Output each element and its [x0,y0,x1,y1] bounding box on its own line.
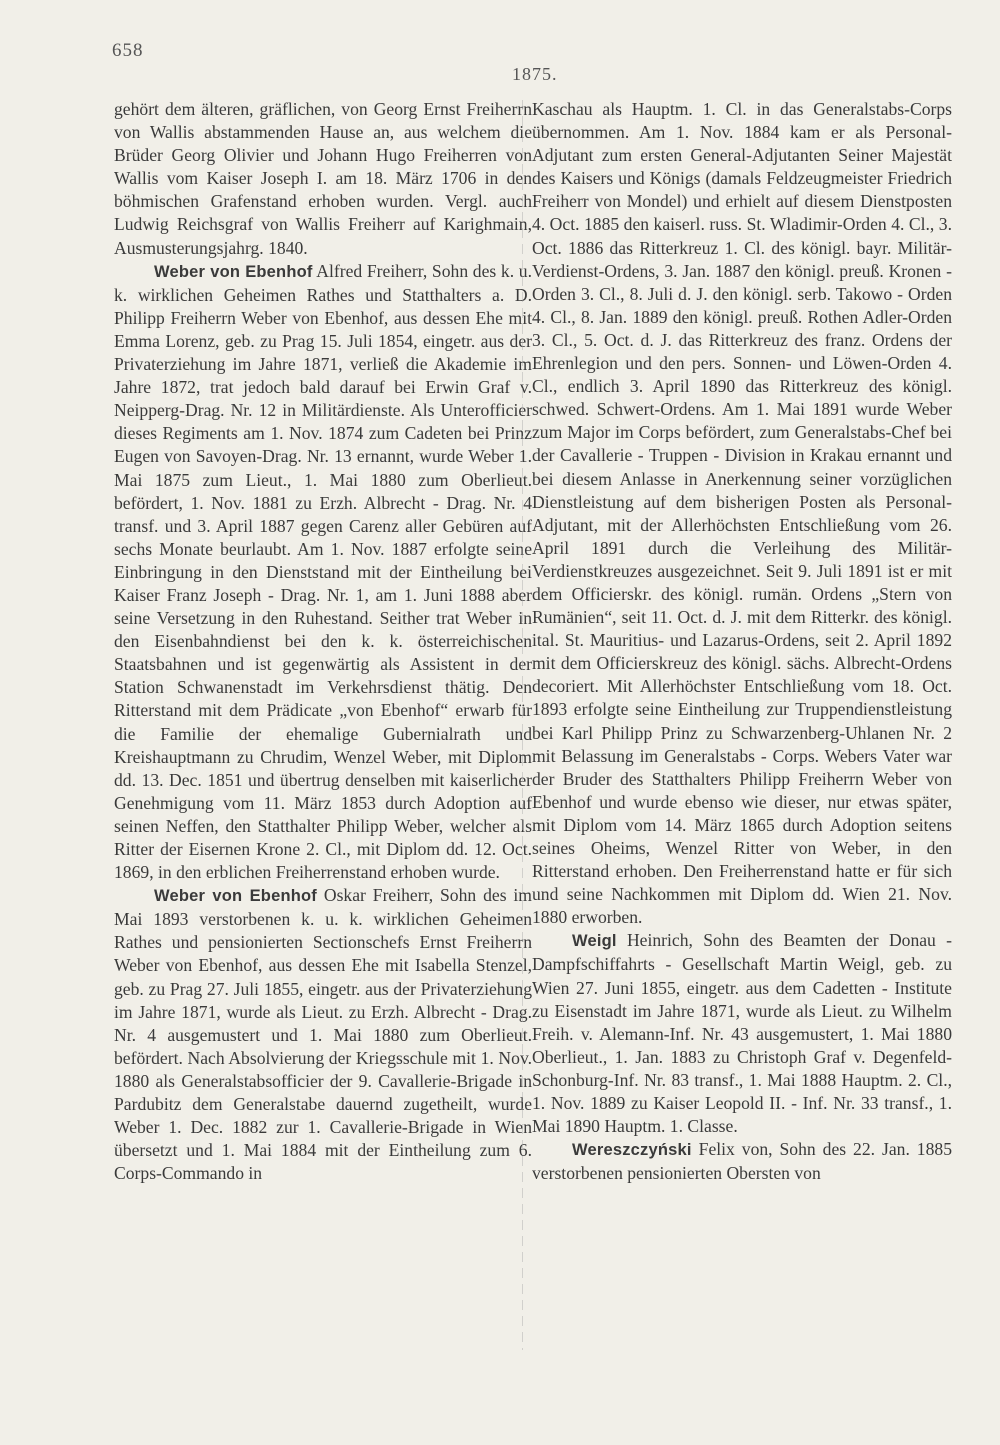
continued-paragraph: Kaschau als Hauptm. 1. Cl. in das Generalstabs-Corps übernommen. Am 1. Nov. 1884 kam er als Personal-Adjutant zum ersten General-Adjutanten Seiner Majestät des Kaisers und Königs (damals Feldzeugmeister Friedrich Freiherr von Mondel) und erhielt auf diesem Dienstposten 4. Oct. 1885 den kaiserl. russ. St. Wladimir-Orden 4. Cl., 3. Oct. 1886 das Ritterkreuz 1. Cl. des königl. bayr. Militär-Verdienst-Ordens, 3. Jan. 1887 den königl. preuß. Kronen - Orden 3. Cl., 8. Juli d. J. den königl. serb. Takowo - Orden 4. Cl., 8. Jan. 1889 den königl. preuß. Rothen Adler-Orden 3. Cl., 5. Oct. d. J. das Ritterkreuz des franz. Ordens der Ehrenlegion und den pers. Sonnen- und Löwen-Orden 4. Cl., endlich 3. April 1890 das Ritterkreuz des königl. schwed. Schwert-Ordens. Am 1. Mai 1891 wurde Weber zum Major im Corps befördert, zum Generalstabs-Chef bei der Cavallerie - Truppen - Division in Krakau ernannt und bei diesem Anlasse in Anerkennung seiner vorzüglichen Dienstleistung auf dem bisherigen Posten als Personal-Adjutant, mit der Allerhöchsten Entschließung vom 26. April 1891 durch die Verleihung des Militär-Verdienstkreuzes ausgezeichnet. Seit 9. Juli 1891 ist er mit dem Officierskr. des königl. rumän. Ordens „Stern von Rumänien“, seit 11. Oct. d. J. mit dem Ritterkr. des königl. ital. St. Mauritius- und Lazarus-Ordens, seit 2. April 1892 mit dem Officierskreuz des königl. sächs. Albrecht-Ordens decoriert. Mit Allerhöchster Entschließung vom 18. Oct. 1893 erfolgte seine Eintheilung zur Truppendienstleistung bei Karl Philipp Prinz zu Schwarzenberg-Uhlanen Nr. 2 mit Belassung im Generalstabs - Corps. Webers Vater war der Bruder des Statthalters Philipp Freiherrn Weber von Ebenhof und wurde ebenso wie dieser, nur etwas später, mit Diplom vom 14. März 1865 durch Adoption seitens seines Oheims, Wenzel Ritter von Weber, in den Ritterstand erhoben. Den Freiherrenstand hatte er für sich und seine Nachkommen mit Diplom dd. Wien 21. Nov. 1880 erworben. [532,99,952,928]
entry-headword: Weber von Ebenhof [154,887,317,906]
entry-weigl [532,929,952,1138]
left-column [114,98,532,1185]
entry-weber-alfred [114,260,532,885]
entry-headword: Weigl [572,932,617,951]
entry-wereszczynski [532,1138,952,1185]
entry-weber-oskar [114,884,532,1185]
entry-text: Felix von, Sohn des 22. Jan. 1885 verstorbenen pensionierten Obersten von [532,1139,952,1184]
running-head-year: 1875. [512,64,558,84]
page-number: 658 [112,40,144,61]
entry-headword: Weber von Ebenhof [154,262,313,281]
right-column [532,98,952,1185]
entry-headword: Wereszczyński [572,1141,692,1160]
entry-text: Alfred Freiherr, Sohn des k. u. k. wirklichen Geheimen Rathes und Statthalters a. D. Philipp Freiherrn Weber von Ebenhof, aus dessen Ehe mit Emma Lorenz, geb. zu Prag 15. Juli 1854, eingetr. aus der Privaterziehung im Jahre 1871, verließ die Akademie im Jahre 1872, trat jedoch bald darauf bei Erwin Graf v. Neipperg-Drag. Nr. 12 in Militärdienste. Als Unterofficier dieses Regiments am 1. Nov. 1874 zum Cadeten bei Prinz Eugen von Savoyen-Drag. Nr. 13 ernannt, wurde Weber 1. Mai 1875 zum Lieut., 1. Mai 1880 zum Oberlieut. befördert, 1. Nov. 1881 zu Erzh. Albrecht - Drag. Nr. 4 transf. und 3. April 1887 gegen Carenz aller Gebüren auf sechs Monate beurlaubt. Am 1. Nov. 1887 erfolgte seine Einbringung in den Dienststand mit der Eintheilung bei Kaiser Franz Joseph - Drag. Nr. 1, am 1. Juni 1888 aber seine Versetzung in den Ruhestand. Seither trat Weber in den Eisenbahndienst bei den k. k. österreichischen Staatsbahnen und ist gegenwärtig als Assistent in der Station Schwanenstadt im Verkehrsdienst thätig. Den Ritterstand mit dem Prädicate „von Ebenhof“ erwarb für die Familie der ehemalige Gubernialrath und Kreishauptmann zu Chrudim, Wenzel Weber, mit Diplom dd. 13. Dec. 1851 und übertrug denselben mit kaiserlicher Genehmigung vom 11. März 1853 durch Adoption auf seinen Neffen, den Statthalter Philipp Weber, welcher als Ritter der Eisernen Krone 2. Cl., mit Diplom dd. 12. Oct. 1869, in den erblichen Freiherrenstand erhoben wurde. [114,260,532,883]
entry-text: Heinrich, Sohn des Beamten der Donau - Dampfschiffahrts - Gesellschaft Martin Weigl, geb. zu Wien 27. Juni 1855, eingetr. aus dem Cadetten - Institute zu Eisenstadt im Jahre 1871, wurde als Lieut. zu Wilhelm Freih. v. Alemann-Inf. Nr. 43 ausgemustert, 1. Mai 1880 Oberlieut., 1. Jan. 1883 zu Christoph Graf v. Degenfeld-Schonburg-Inf. Nr. 83 transf., 1. Mai 1888 Hauptm. 2. Cl., 1. Nov. 1889 zu Kaiser Leopold II. - Inf. Nr. 33 transf., 1. Mai 1890 Hauptm. 1. Classe. [532,930,952,1137]
entry-text: Oskar Freiherr, Sohn des im Mai 1893 verstorbenen k. u. k. wirklichen Geheimen Rathes und pensionierten Sectionschefs Ernst Freiherrn Weber von Ebenhof, aus dessen Ehe mit Isabella Stenzel, geb. zu Prag 27. Juli 1855, eingetr. aus der Privaterziehung im Jahre 1871, wurde als Lieut. zu Erzh. Albrecht - Drag. Nr. 4 ausgemustert und 1. Mai 1880 zum Oberlieut. befördert. Nach Absolvierung der Kriegsschule mit 1. Nov. 1880 als Generalstabsofficier der 9. Cavallerie-Brigade in Pardubitz dem Generalstabe dauernd zugetheilt, wurde Weber 1. Dec. 1882 zur 1. Cavallerie-Brigade in Wien übersetzt und 1. Mai 1884 mit der Eintheilung zum 6. Corps-Commando in [114,885,532,1184]
column-divider [522,100,523,1350]
continued-paragraph: gehört dem älteren, gräflichen, von Georg Ernst Freiherrn von Wallis abstammenden Hause an, aus welchem die Brüder Georg Olivier und Johann Hugo Freiherren von Wallis vom Kaiser Joseph I. am 18. März 1706 in den böhmischen Grafenstand erhoben wurden. Vergl. auch Ludwig Reichsgraf von Wallis Freiherr auf Karighmain, Ausmusterungsjahrg. 1840. [114,99,532,258]
